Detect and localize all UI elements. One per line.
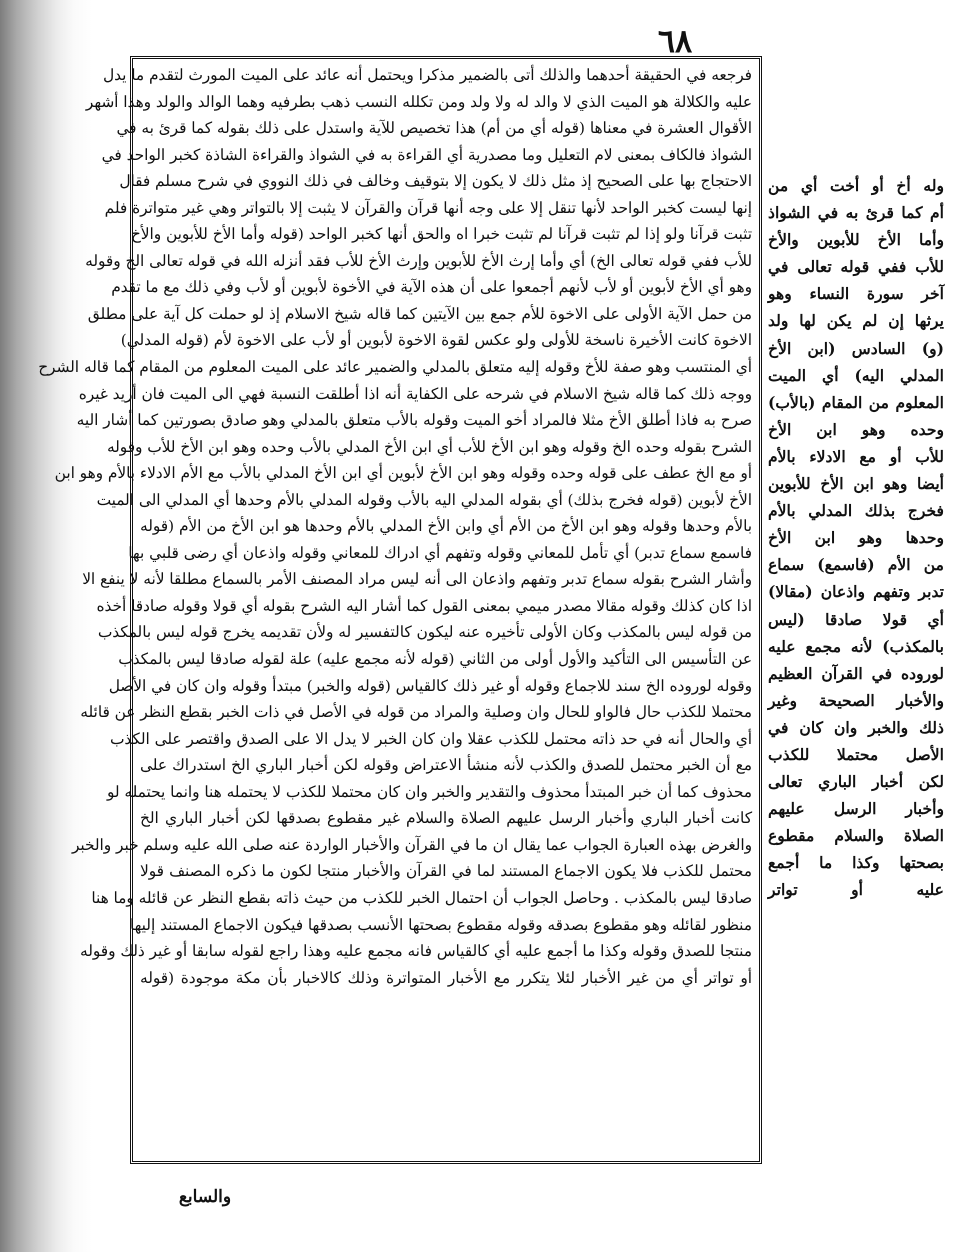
main-text-line: فاسمع سماع تدبر) أي تأمل للمعاني وقوله وتفهم أي ادراك للمعاني وقوله واذعان أي رضى قلبي بها <box>128 543 752 562</box>
main-commentary-text <box>38 62 756 1160</box>
margin-text-line: وحدها وهو ابن الأخ <box>768 528 944 548</box>
margin-text-line: المدلي اليه) أي الميت <box>768 365 944 385</box>
main-text-line: الشرح بقوله وحده الخ وقوله وهو ابن الأخ للأب أي ابن الأخ المدلي بالأب وحده وهو ابن الأخ للأب وقوله <box>106 437 752 456</box>
main-text-line: وأشار الشرح بقوله سماع تدبر وتفهم واذعان الى أنه ليس مراد المصنف الأمر بالسماع مطلقا لأنه لا ينفع الا <box>82 570 752 589</box>
main-text-line: من حمل الآية الأولى على الاخوة للأم جمع بين الآيتين كما قاله شيخ الاسلام إذ لو حملت كل آية على مطلق <box>87 304 752 323</box>
margin-text-line: لوروده في القرآن العظيم <box>768 663 944 683</box>
main-text-line: محتملا للكذب حال فالواو للحال وان وصلية والمراد من قوله في الأصل في ذات الخبر بقطع النظر عن قائله <box>80 703 752 722</box>
margin-text-line: فخرج بذلك المدلي بالأم <box>768 501 944 521</box>
margin-text-line: بالمكذب) لأنه مجمع عليه <box>768 636 944 656</box>
margin-text-line: أم كما قرئ به في الشواذ <box>768 203 944 223</box>
main-text-line: والغرض بهذه العبارة الجواب عما يقال ان ما في القرآن والأخبار الواردة عنه صلى الله عليه وسلم خبر والخبر <box>71 835 752 854</box>
main-text-line: الأقوال العشرة في معناها (قوله أي من أم) هذا تخصيص للآية واستدل على ذلك بقوله كما قرئ به في <box>116 119 752 138</box>
main-text-line: أي والحال أنه في حد ذاته محتمل للكذب عقلا وان كان الخبر لا يدل الا على الصدق واقتصر على الكذب <box>109 729 752 748</box>
margin-text-line: وحده وهو ابن الأخ <box>768 419 944 439</box>
margin-text-line: أيضا وهو ابن الأخ للأبوين <box>768 474 944 494</box>
margin-text-line: من الأم (فاسمع) سماع <box>768 555 944 575</box>
margin-text-line: والأخبار الصحيحة وغير <box>768 690 944 710</box>
margin-text-line: الصلاة والسلام مقطوع <box>768 826 944 846</box>
margin-text-line: تدبر وتفهم واذعان (مقالا) <box>768 582 944 602</box>
book-spine-shadow <box>0 0 92 1252</box>
page-number: ٦٨ <box>657 22 693 60</box>
main-text-line: الاخوة كانت الأخيرة ناسخة للأولى ولو عكس لقوة الاخوة لأبوين أو لأب على الاخوة لأم (قوله المدلي) <box>120 331 752 350</box>
margin-text-line: يرثها إن لم يكن لها ولد <box>768 311 944 331</box>
main-text-line: فرجعه في الحقيقة أحدهما والذلك أتى بالضمير مذكرا ويحتمل أنه عائد على الميت المورث لتقدم ما يدل <box>102 66 752 84</box>
main-text-line: أو مع الخ عطف على قوله وحده وقوله وهو ابن الأخ لأبوين أي ابن الأخ المدلي بالأب مع الأم الادلاء بالأم وهو ابن <box>54 464 752 483</box>
main-text-line: صرح به فاذا أطلق الأخ مثلا فالمراد أخو الميت وقوله بالأب متعلق بالمدلي وهو صادق بصورتين كما أشار اليه <box>76 411 752 430</box>
margin-text-line: آخر سورة النساء وهو <box>768 284 944 304</box>
margin-text-line: للأب ففي قوله تعالى في <box>768 257 944 277</box>
margin-base-text <box>768 172 944 1012</box>
main-text-line: اذا كان كذلك وقوله مقالا مصدر ميمي بمعنى القول كما أشار اليه الشرح بقوله أي قولا وقوله صادقا أخذه <box>96 596 752 615</box>
catchword: والسابع <box>178 1187 232 1207</box>
main-text-line: الشواذ فالكاف بمعنى لام التعليل وما مصدرية أي القراءة به في الشواذ والقراءة الشاذة كخبر الواحد في <box>101 145 752 164</box>
main-text-line: عليه والكلالة هو الميت الذي لا والد له ولا ولد ومن تكلله النسب ذهب بطرفيه وهما الوالد والولد وهذا أشهر <box>85 92 752 111</box>
margin-text-line: (و) السادس (ابن الأخ <box>768 338 944 358</box>
main-text-line: ووجه ذلك كما قاله شيخ الاسلام في شرحه على الكفاية أنه اذا أطلقت النسبة فهي الى الميت فان أريد غيره <box>78 384 752 403</box>
main-text-line: عن التأسيس الى التأكيد والأول أولى من الثاني (قوله لأنه مجمع عليه) علة لقوله صادقا ليس بالمكذب <box>118 650 752 669</box>
main-text-line: أو تواتر أي من غير الأخبار لئلا يتكرر مع الأخبار المتواترة وذلك كالاخبار بأن مكة موجودة (قوله <box>140 968 752 987</box>
margin-text-line: وأما الأخ للأبوين والأخ <box>768 230 944 250</box>
main-text-line: وقوله لوروده الخ سند للاجماع وقوله أو غير ذلك كالقياس (قوله والخبر) مبتدأ وقوله وان كان في الأصل <box>108 676 752 695</box>
main-text-line: للأب ففي قوله تعالى الخ) أي وأما إرث الأخ للأبوين وإرث الأخ للأب فقد أنزله الله في قوله تعالى الخ وقوله <box>85 251 752 270</box>
main-text-line: الاحتجاج بها على الصحيح إذ مثل ذلك لا يكون إلا بتوقيف وخالف في ذلك النووي في شرح مسلم فقال <box>119 172 752 191</box>
margin-text-line: للأب أو مع الادلاء بالأم <box>768 446 944 466</box>
margin-text-line: أي قولا صادقا (ليس <box>768 609 944 629</box>
margin-text-line: بصحتها وكذا ما أجمع <box>768 853 944 873</box>
margin-text-line: الأصل محتملا للكذب <box>768 744 944 764</box>
margin-text-line: ذلك والخبر وان كان في <box>768 717 944 737</box>
margin-text-line: عليه أو تواتر <box>768 880 944 900</box>
main-text-line: وهو أي الأخ لأبوين أو لأب لأنهم أجمعوا على أن هذه الآية في الأخوة لأبوين أو لأب وفي ذلك مع ما تقدم <box>111 278 752 297</box>
main-text-line: أي المنتسب وهو صفة للأخ وقوله إليه متعلق بالمدلي والضمير عائد على الميت المعلوم من المقام كما قاله الشرح <box>38 358 752 377</box>
main-text-line: إنها ليست كخبر الواحد لأنها تنقل إلا على وجه أنها قرآن والقرآن لا يثبت إلا بالتواتر وهي غير متواترة فلم <box>104 198 752 217</box>
main-text-line: من قوله ليس بالمكذب وكان الأولى تأخيره عنه ليكون كالتفسير له ولأن تقديمه يخرج قوله ليس بالمكذب <box>97 623 752 642</box>
main-text-line: تثبت قرآنا ولو إذا لم تثبت قرآنا لم تثبت خبرا اه والحق أنها كخبر الواحد (قوله وأما الأخ للأبوين والأخ <box>130 225 752 244</box>
main-text-line: مع أن الخبر محتمل للصدق والكذب لأنه منشأ الاعتراض وقوله لكن أخبار الباري الخ استدراك على <box>140 756 752 775</box>
main-text-line: صادقا ليس بالمكذب . وحاصل الجواب أن احتمال الخبر للكذب من حيث ذاته بقطع النظر عن قائله وما هنا <box>91 888 752 907</box>
margin-text-line: وله أخ أو أخت أي من <box>768 176 944 195</box>
main-text-line: محتمل للكذب فلا يكون الاجماع المستند لما في القرآن والأخبار منتجا لكون ما ذكره المصنف قولا <box>140 862 752 881</box>
margin-text-line: لكن أخبار الباري تعالى <box>768 772 944 792</box>
main-text-line: كانت أخبار الباري وأخبار الرسل عليهم الصلاة والسلام غير مقطوع بصدقها لكن أخبار الباري الخ <box>140 809 752 828</box>
margin-text-line: المعلوم من المقام (بالأب) <box>768 392 944 412</box>
main-text-line: محذوف كما أن خبر المبتدأ محذوف والتقدير والخبر وان كان محتملا للكذب لا يحتمله هنا وانما يحتمله لو <box>106 782 752 801</box>
margin-text-line: وأخبار الرسل عليهم <box>768 799 944 819</box>
main-text-line: الأخ لأبوين (قوله فخرج بذلك) أي بقوله المدلي اليه بالأب وقوله المدلي بالأم وحدها أي المدلي الى الميت <box>96 490 752 509</box>
main-text-line: منظور لقائله وهو مقطوع بصدقه وقوله مقطوع بصحتها الأنسب بصدقها فيكون الاجماع المستند إليها <box>129 915 752 934</box>
main-text-line: بالأم وحدها وقوله وهو ابن الأخ من الأم أي وابن الأخ المدلي بالأم وحدها هو ابن الأخ من الأم (قوله <box>140 517 752 536</box>
main-text-line: منتجا للصدق وقوله وكذا ما أجمع عليه أي كالقياس فانه مجمع عليه وهذا راجع لقوله سابقا أو غير ذلك وقوله <box>80 942 752 961</box>
